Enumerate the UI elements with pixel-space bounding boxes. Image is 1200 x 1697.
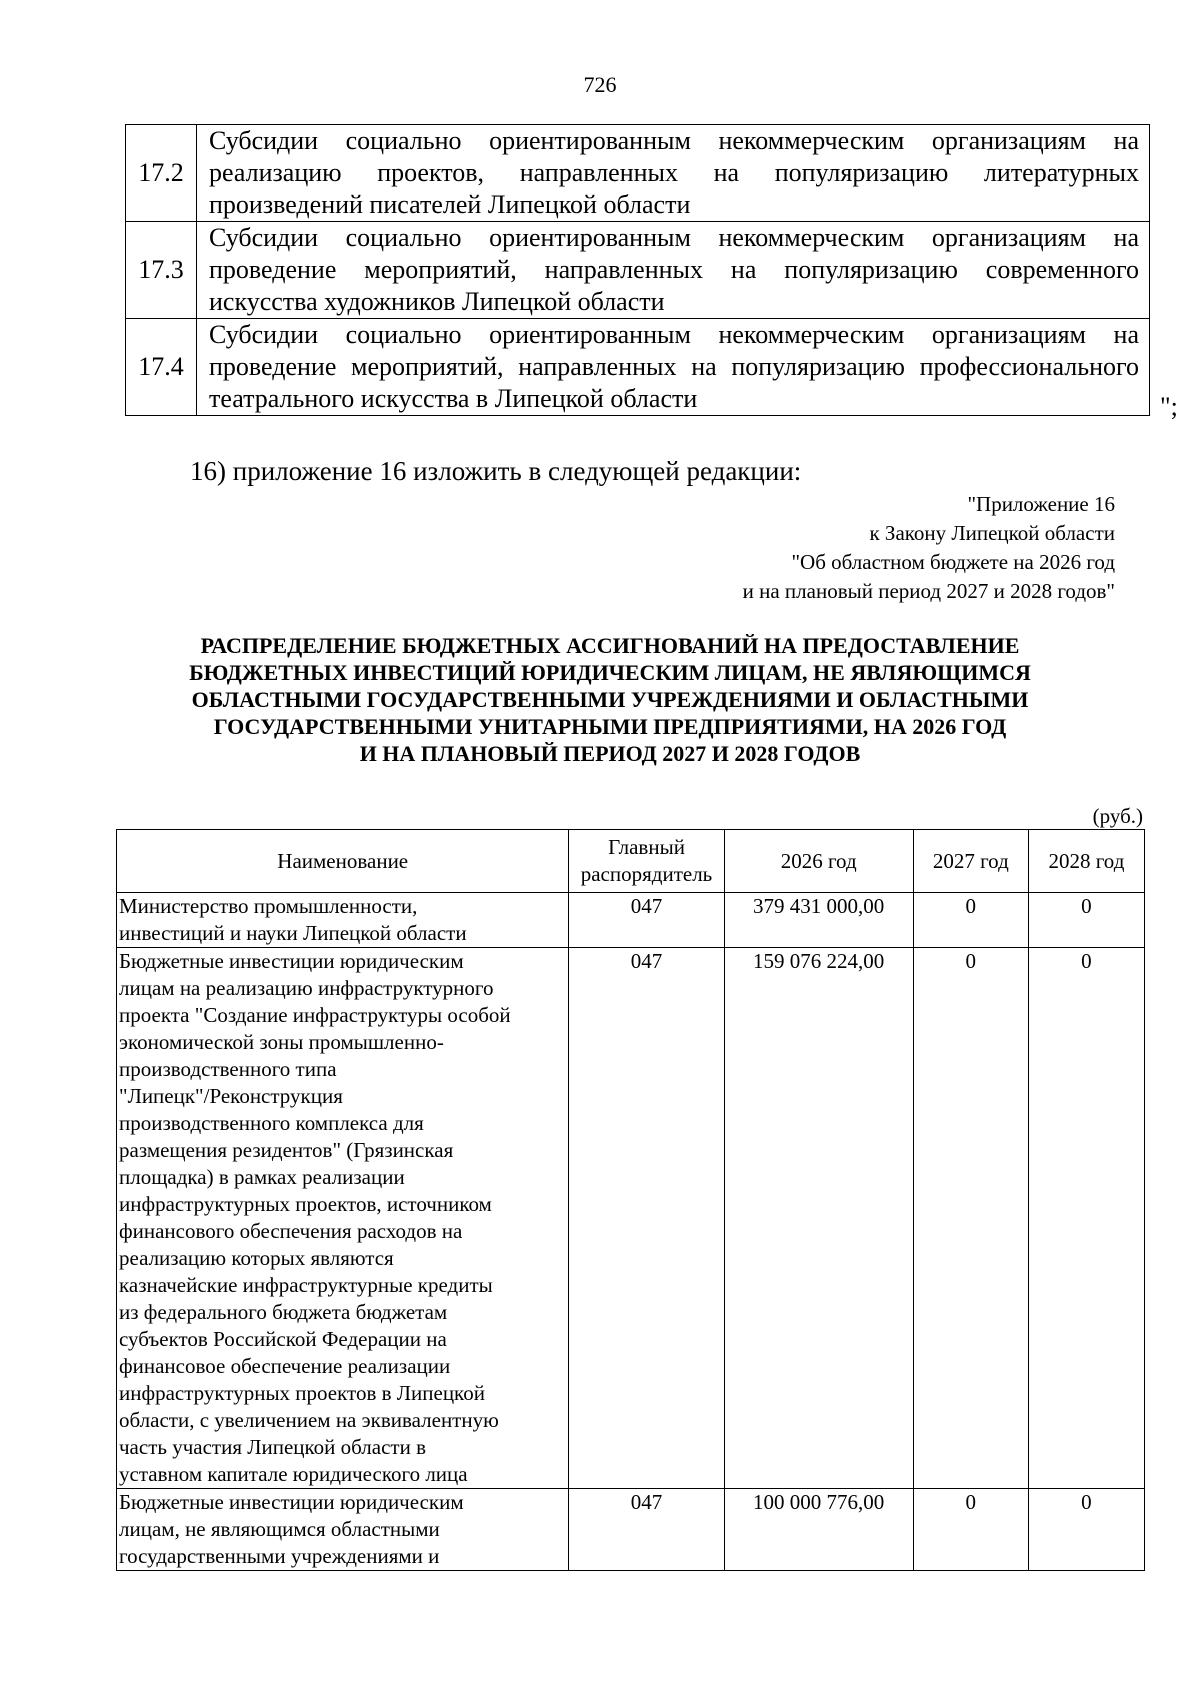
row-manager: 047 (569, 893, 724, 948)
row-2026: 159 076 224,00 (724, 948, 913, 1489)
name-line: финансовое обеспечение реализации (119, 1354, 451, 1378)
name-line: Бюджетные инвестиции юридическим (119, 1490, 464, 1514)
row-2028: 0 (1028, 893, 1144, 948)
name-line: финансового обеспечения расходов на (119, 1219, 463, 1243)
row-name (117, 948, 569, 1489)
name-line: Бюджетные инвестиции юридическим (119, 949, 464, 973)
name-line: "Липецк"/Реконструкция (119, 1084, 343, 1108)
title-line: ОБЛАСТНЫМИ ГОСУДАРСТВЕННЫМИ УЧРЕЖДЕНИЯМИ И ОБЛАСТНЫМИ (191, 687, 1029, 712)
appendix-line: "Об областном бюджете на 2026 год (791, 550, 1115, 574)
row-text: Субсидии социально ориентированным некоммерческим организациям на проведение мероприятий, направленных на популяризацию профессионального театрального искусства в Липецкой области (197, 319, 1150, 416)
amendment-paragraph: 16) приложение 16 изложить в следующей редакции: (190, 456, 802, 486)
row-2028: 0 (1028, 948, 1144, 1489)
document-title (110, 632, 1110, 767)
title-line: ГОСУДАРСТВЕННЫМИ УНИТАРНЫМИ ПРЕДПРИЯТИЯМИ, НА 2026 ГОД (213, 714, 1007, 739)
row-2027: 0 (913, 893, 1028, 948)
appendix-header (743, 490, 1115, 606)
name-line: области, с увеличением на эквивалентную (119, 1408, 499, 1432)
row-number: 17.3 (126, 222, 197, 319)
row-2027: 0 (913, 948, 1028, 1489)
budget-table (116, 829, 1145, 1571)
name-line: инфраструктурных проектов в Липецкой (119, 1381, 485, 1405)
closing-quote: "; (1160, 392, 1178, 421)
row-manager: 047 (569, 948, 724, 1489)
row-name (117, 893, 569, 948)
appendix-line: к Закону Липецкой области (869, 521, 1115, 545)
table-row (126, 125, 1150, 222)
name-line: лицам на реализацию инфраструктурного (119, 976, 494, 1000)
table-row (126, 319, 1150, 416)
row-text: Субсидии социально ориентированным некоммерческим организациям на реализацию проектов, направленных на популяризацию литературных произведений писателей Липецкой области (197, 125, 1150, 222)
row-2026: 379 431 000,00 (724, 893, 913, 948)
header-2028: 2028 год (1028, 830, 1144, 893)
title-line: РАСПРЕДЕЛЕНИЕ БЮДЖЕТНЫХ АССИГНОВАНИЙ НА ПРЕДОСТАВЛЕНИЕ (200, 633, 1020, 658)
row-2027: 0 (913, 1489, 1028, 1571)
name-line: производственного типа (119, 1057, 337, 1081)
name-line: проекта "Создание инфраструктуры особой (119, 1003, 511, 1027)
name-line: уставном капитале юридического лица (119, 1462, 468, 1486)
table-row (117, 948, 1145, 1489)
name-line: производственного комплекса для (119, 1111, 424, 1135)
subsidies-table (125, 124, 1150, 416)
name-line: государственными учреждениями и (119, 1544, 440, 1568)
name-line: инвестиций и науки Липецкой области (119, 921, 467, 945)
units-label: (руб.) (1092, 804, 1143, 828)
name-line: субъектов Российской Федерации на (119, 1327, 447, 1351)
row-number: 17.4 (126, 319, 197, 416)
row-text: Субсидии социально ориентированным некоммерческим организациям на проведение мероприятий, направленных на популяризацию современного искусства художников Липецкой области (197, 222, 1150, 319)
header-manager (569, 830, 724, 893)
appendix-line: и на плановый период 2027 и 2028 годов" (742, 579, 1115, 603)
title-line: И НА ПЛАНОВЫЙ ПЕРИОД 2027 И 2028 ГОДОВ (359, 741, 861, 766)
row-name (117, 1489, 569, 1571)
name-line: Министерство промышленности, (119, 894, 418, 918)
page-number: 726 (583, 72, 617, 97)
table-row (126, 222, 1150, 319)
name-line: казначейские инфраструктурные кредиты (119, 1273, 493, 1297)
table-row (117, 893, 1145, 948)
table-header-row (117, 830, 1145, 893)
name-line: часть участия Липецкой области в (119, 1435, 427, 1459)
name-line: из федерального бюджета бюджетам (119, 1300, 448, 1324)
appendix-line: "Приложение 16 (967, 492, 1115, 516)
name-line: инфраструктурных проектов, источником (119, 1192, 492, 1216)
row-number: 17.2 (126, 125, 197, 222)
row-2028: 0 (1028, 1489, 1144, 1571)
name-line: лицам, не являющимся областными (119, 1517, 440, 1541)
name-line: экономической зоны промышленно- (119, 1030, 444, 1054)
header-manager-line: Главный (608, 835, 685, 859)
header-name: Наименование (117, 830, 569, 893)
header-manager-line: распорядитель (580, 862, 713, 886)
name-line: размещения резидентов" (Грязинская (119, 1138, 454, 1162)
header-2026: 2026 год (724, 830, 913, 893)
name-line: площадка) в рамках реализации (119, 1165, 405, 1189)
name-line: реализацию которых являются (119, 1246, 394, 1270)
title-line: БЮДЖЕТНЫХ ИНВЕСТИЦИЙ ЮРИДИЧЕСКИМ ЛИЦАМ, НЕ ЯВЛЯЮЩИМСЯ (189, 660, 1031, 685)
row-manager: 047 (569, 1489, 724, 1571)
table-row (117, 1489, 1145, 1571)
row-2026: 100 000 776,00 (724, 1489, 913, 1571)
header-2027: 2027 год (913, 830, 1028, 893)
